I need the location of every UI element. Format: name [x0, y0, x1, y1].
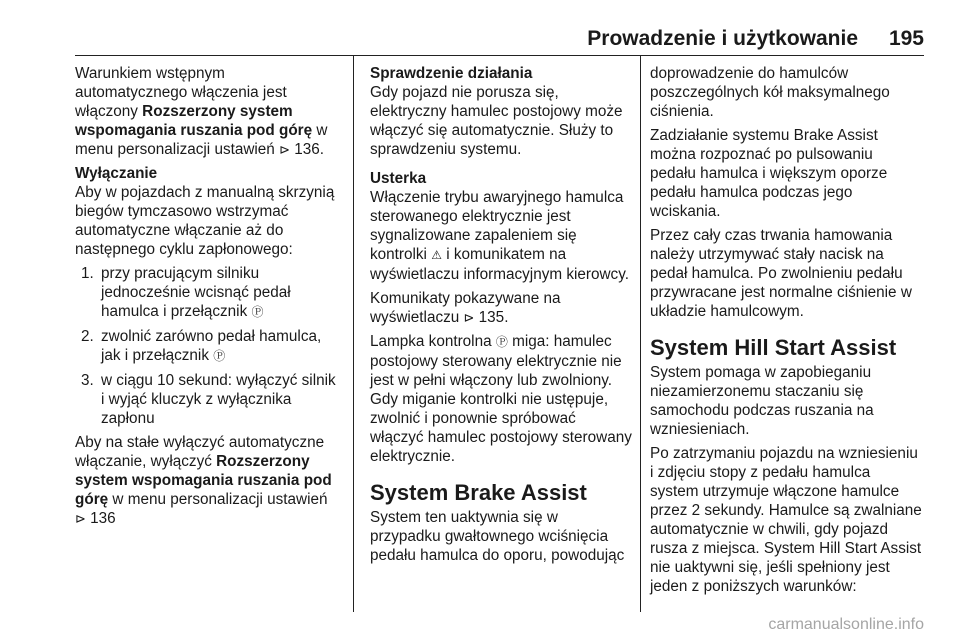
- paragraph: Przez cały czas trwania hamowania należy utrzymywać stały nacisk na pedał hamulca. Po zwolnieniu pedału przywracane jest normalne ciśnienie w układzie hamulcowym.: [650, 227, 912, 320]
- page-reference[interactable]: 136: [90, 510, 116, 527]
- page-reference[interactable]: 136.: [294, 141, 325, 158]
- paragraph: [370, 188, 632, 284]
- page-title: Prowadzenie i użytkowanie: [587, 27, 858, 50]
- header-rule: [75, 55, 924, 56]
- list-text: zwolnić zarówno pedał hamulca, jak i przełącznik: [101, 328, 322, 364]
- section-heading-hill-start-assist: System Hill Start Assist: [650, 335, 897, 360]
- list-number: 1.: [81, 265, 94, 282]
- text: Warunkiem wstępnym automatycznego włączenia jest włączony: [75, 65, 287, 120]
- watermark: carmanualsonline.info: [768, 616, 924, 633]
- reference-arrow-icon: ⊳: [279, 142, 290, 157]
- list-text: przy pracującym silniku jednocześnie wcisnąć pedał hamulca i przełącznik: [101, 265, 291, 320]
- page-number: 195: [888, 27, 924, 50]
- service-vehicle-icon: ⚠: [431, 248, 442, 262]
- paragraph: System pomaga w zapobieganiu niezamierzonemu staczaniu się samochodu podczas ruszania na wzniesieniach.: [650, 364, 874, 438]
- column-3: [650, 64, 922, 601]
- paragraph: System ten uaktywnia się w przypadku gwałtownego wciśnięcia pedału hamulca do oporu, powodując: [370, 509, 625, 564]
- list-item: [75, 264, 337, 322]
- column-2: [370, 64, 632, 570]
- paragraph: Po zatrzymaniu pojazdu na wzniesieniu i zdjęciu stopy z pedału hamulca system utrzymuje włączone hamulce przez 2 sekundy. Hamulce są zwalniane automatycznie w chwili, gdy pojazd rusza z miejsca. System Hill Start Assist nie uaktywni się, jeśli spełniony jest jeden z poniższych warunków:: [650, 445, 922, 595]
- column-1: [75, 64, 337, 533]
- text: i komunikatem na wyświetlaczu informacyjnym kierowcy.: [370, 246, 629, 283]
- text: Lampka kontrolna: [370, 333, 492, 350]
- section-heading-usterka: Usterka: [370, 170, 427, 187]
- list-text: w ciągu 10 sekund: wyłączyć silnik i wyjąć kluczyk z wyłącznika zapłonu: [101, 372, 336, 427]
- parking-brake-lamp-icon: Ⓟ: [495, 335, 508, 349]
- bold-term: Rozszerzony system wspomagania ruszania pod górę: [75, 103, 313, 139]
- text: miga: hamulec postojowy sterowany elektrycznie nie jest w pełni włączony lub zwolniony. Gdy miganie kontrolki nie ustępuje, zwolnić i ponownie spróbować włączyć hamulec postojowy sterowany elektrycznie.: [370, 333, 632, 465]
- text: w menu personalizacji ustawień: [75, 122, 328, 158]
- parking-brake-lamp-icon: Ⓟ: [251, 305, 264, 319]
- text: Komunikaty pokazywane na wyświetlaczu: [370, 290, 561, 326]
- column-divider-1: [353, 56, 354, 612]
- text: Włączenie trybu awaryjnego hamulca sterowanego elektrycznie jest sygnalizowane zapaleniem się kontrolki: [370, 189, 624, 263]
- paragraph: Zadziałanie systemu Brake Assist można rozpoznać po pulsowaniu pedału hamulca i większym oporze pedału hamulca podczas jego wciskania.: [650, 127, 888, 220]
- paragraph: Gdy pojazd nie porusza się, elektryczny hamulec postojowy może włączyć się automatycznie. Służy to sprawdzeniu systemu.: [370, 84, 623, 158]
- reference-arrow-icon: ⊳: [75, 511, 86, 526]
- paragraph: [370, 289, 632, 327]
- section-heading-sprawdzenie: Sprawdzenie działania: [370, 65, 533, 82]
- column-divider-2: [640, 56, 641, 612]
- paragraph: [370, 332, 632, 466]
- list-item: [75, 371, 337, 428]
- text: Aby na stałe wyłączyć automatyczne włączanie, wyłączyć: [75, 434, 325, 470]
- text: w menu personalizacji ustawień: [112, 491, 328, 508]
- list-number: 2.: [81, 328, 94, 345]
- bold-term: Rozszerzony system wspomagania ruszania pod górę: [75, 453, 332, 508]
- paragraph: [75, 64, 337, 159]
- reference-arrow-icon: ⊳: [463, 310, 475, 325]
- paragraph: Aby w pojazdach z manualną skrzynią biegów tymczasowo wstrzymać automatyczne włączanie aż do następnego cyklu zapłonowego:: [75, 184, 335, 258]
- steps-list: [75, 264, 337, 428]
- paragraph: doprowadzenie do hamulców poszczególnych kół maksymalnego ciśnienia.: [650, 65, 890, 120]
- list-item: [75, 327, 337, 366]
- section-heading-brake-assist: System Brake Assist: [370, 480, 587, 505]
- page-reference[interactable]: 135.: [478, 309, 509, 326]
- parking-brake-lamp-icon: Ⓟ: [213, 349, 226, 363]
- page-header: [0, 0, 960, 56]
- paragraph: [75, 433, 337, 528]
- list-number: 3.: [81, 372, 94, 389]
- section-heading-wylaczanie: Wyłączanie: [75, 165, 158, 182]
